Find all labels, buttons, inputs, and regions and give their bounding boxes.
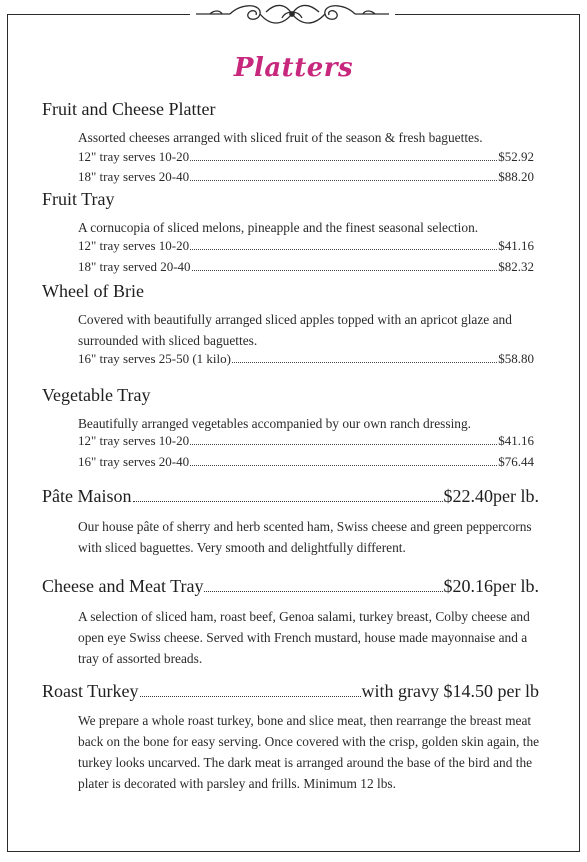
price-row [78,169,534,185]
dot-leader [190,465,497,466]
item-heading: Fruit Tray [42,189,115,209]
item-description: A cornucopia of sliced melons, pineapple and the finest seasonal selection. [78,220,479,235]
scroll-ornament [190,0,395,28]
item-description: A selection of sliced ham, roast beef, Genoa salami, turkey breast, Colby cheese and open eye Swiss cheese. Served with French mustard, house made mayonnaise and a tray of assorted breads. [78,609,530,666]
item-heading: Wheel of Brie [42,281,144,301]
price-row-price: $82.32 [498,259,534,274]
dot-leader [232,362,497,363]
price-row [78,351,534,367]
price-row-label: 16" tray serves 20-40 [78,454,190,469]
item-price: $20.16per lb. [443,576,539,596]
dot-leader [192,270,498,271]
dot-leader [190,249,497,250]
dot-leader [204,576,442,592]
item-description: Our house pâte of sherry and herb scented ham, Swiss cheese and green peppercorns with sliced baguettes. Very smooth and delightfully different. [78,519,532,555]
item-heading: Pâte Maison [42,486,132,506]
price-row-label: 12" tray serves 10-20 [78,433,190,448]
item-description: We prepare a whole roast turkey, bone and slice meat, then rearrange the breast meat back on the bone for easy serving. Once covered with the crisp, golden skin again, the turkey looks uncarved. The dark meat is arranged around the base of the bird and the plater is decorated with parsley and frills. Minimum 12 lbs. [78,713,540,791]
price-row-price: $41.16 [498,238,534,253]
page-title: Platters [233,53,354,83]
dot-leader [190,444,497,445]
price-row [78,433,534,449]
item-heading: Fruit and Cheese Platter [42,99,216,119]
price-row [78,238,534,254]
price-row-label: 18" tray serves 20-40 [78,169,190,184]
price-row-price: $88.20 [498,169,534,184]
item-price: with gravy $14.50 per lb [361,681,539,701]
item-description: Beautifully arranged vegetables accompanied by our own ranch dressing. [78,416,472,431]
item-heading: Vegetable Tray [42,385,151,405]
price-row-price: $76.44 [498,454,534,469]
price-row-price: $41.16 [498,433,534,448]
item-description: Assorted cheeses arranged with sliced fruit of the season & fresh baguettes. [78,130,483,145]
price-row-label: 12" tray serves 10-20 [78,238,190,253]
item-heading-with-price [42,486,539,507]
item-price: $22.40per lb. [443,486,539,506]
price-row-label: 16" tray serves 25-50 (1 kilo) [78,351,231,366]
price-row-price: $58.80 [498,351,534,366]
price-row-label: 12" tray serves 10-20 [78,149,190,164]
dot-leader [140,681,361,697]
price-row [78,454,534,470]
item-heading-with-price [42,681,539,702]
price-row [78,259,534,275]
price-row-label: 18" tray served 20-40 [78,259,191,274]
dot-leader [190,160,497,161]
item-description: Covered with beautifully arranged sliced apples topped with an apricot glaze and surrounded with sliced baguettes. [78,312,512,348]
item-heading: Roast Turkey [42,681,139,701]
dot-leader [190,180,497,181]
dot-leader [133,486,443,502]
item-heading-with-price [42,576,539,597]
price-row-price: $52.92 [498,149,534,164]
item-heading: Cheese and Meat Tray [42,576,204,596]
price-row [78,149,534,165]
